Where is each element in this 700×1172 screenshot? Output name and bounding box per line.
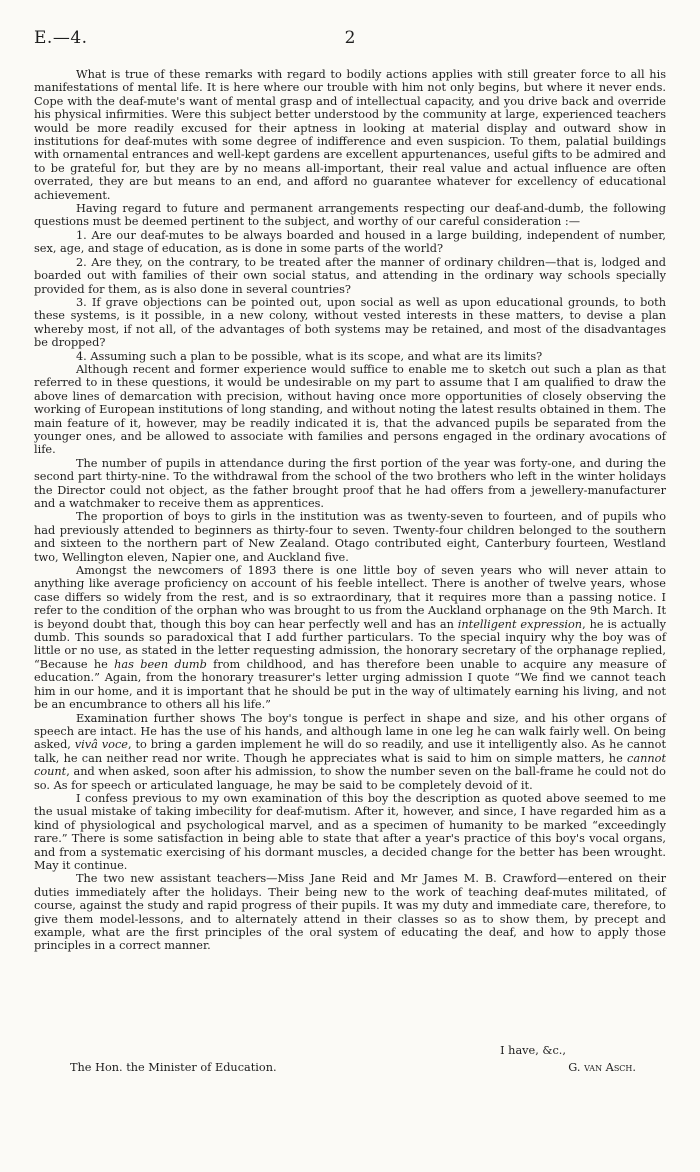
- page-header: [34, 28, 666, 52]
- paragraph-text: The two new assistant teachers—Miss Jane Reid and Mr James M. B. Crawford—entered on their duties immediately after the holidays. Their being new to the work of teaching deaf-mutes militated, of course, against the study and rapid progress of their pupils. It was my duty and immediate care, therefore, to give them model-lessons, and to alternately attend in their classes so as to show them, by precept and example, what are the first principles of the oral system of educating the deaf, and how to apply those principles in a correct manner.: [34, 872, 666, 953]
- parliamentary-paper-reference: E.—4.: [34, 28, 88, 48]
- paragraph-text: 4. Assuming such a plan to be possible, what is its scope, and what are its limits?: [76, 349, 543, 363]
- paragraph: [34, 296, 666, 350]
- paragraph-text: Although recent and former experience would suffice to enable me to sketch out such a plan as that referred to in these questions, it would be undesirable on my part to assume that I am qualified to draw the above lines of demarcation with precision, without having once more opportunities of closely observing the working of European institutions of long standing, and without noting the latest results obtained in them. The main feature of it, however, may be readily indicated it is, that the advanced pupils be separated from the younger ones, and be allowed to associate with families and persons engaged in the ordinary avocations of life.: [34, 362, 666, 457]
- paragraph: [34, 457, 666, 511]
- paragraph: [34, 712, 666, 792]
- italic-phrase: intelligent expression: [457, 617, 583, 631]
- page-number: 2: [344, 28, 356, 48]
- italic-phrase: vivâ voce: [74, 738, 128, 752]
- paragraph-text: What is true of these remarks with regard to bodily actions applies with still greater force to all his manifestations of mental life. It is here where our trouble with him not only begins, but where it never ends. Cope with the deaf-mute's want of mental grasp and of intellectual capacity, and you drive back and override his physical infirmities. Were this subject better understood by the community at large, experienced teachers would be more readily excused for their aptness in looking at material display and outward show in institutions for deaf-mutes with some degree of indifference and even suspicion. To them, palatial buildings with ornamental entrances and well-kept gardens are excellent appurtenances, useful gifts to be admired and to be grateful for, but they are by no means all-important, their real value and actual influence are often overrated, they are but means to an end, and afford no guarantee whatever for excellency of educational achievement.: [34, 68, 666, 202]
- paragraph-text: Amongst the newcomers of 1893 there is one little boy of seven years who will never attain to anything like average proficiency on account of his feeble intellect. There is another of twelve years, whose case differs so widely from the rest, and is so extraordinary, that it requires more than a passing notice. I refer to the condition of the orphan who was brought to us from the Auckland orphanage on the 9th March. It is beyond doubt that, though this boy can hear perfectly well and has an: [34, 564, 666, 631]
- paragraph: [34, 256, 666, 296]
- salutation: I have, &c.,: [500, 1044, 566, 1057]
- paragraph: [34, 350, 666, 363]
- paragraph-text: 2. Are they, on the contrary, to be treated after the manner of ordinary children—that is, lodged and boarded out with families of their own social status, and attending in the ordinary way schools specially provided for them, as is also done in several countries?: [34, 255, 666, 296]
- paragraph: [34, 363, 666, 457]
- paragraph-text: Examination further shows The boy's tongue is perfect in shape and size, and his other organs of speech are intact. He has the use of his hands, and although lame in one leg he can walk fairly well. On being asked,: [34, 711, 666, 752]
- paragraph: [34, 792, 666, 872]
- paragraph-text: , he is actually dumb. This sounds so paradoxical that I add further particulars. To the special inquiry why the boy was of little or no use, as stated in the letter requesting admission, the honorary secretary of the orphanage replied, “Because he: [34, 617, 666, 671]
- paragraph-text: , to bring a garden implement he will do so readily, and use it intelligently also. As he cannot talk, he can neither read nor write. Though he appreciates what is said to him on simple matters, he: [34, 738, 666, 765]
- italic-phrase: cannot count: [34, 751, 666, 779]
- italic-phrase: has been dumb: [114, 657, 207, 671]
- signature: G. van Asch.: [568, 1061, 636, 1074]
- paragraph: [34, 564, 666, 711]
- paragraph-text: Having regard to future and permanent arrangements respecting our deaf-and-dumb, the following questions must be deemed pertinent to the subject, and worthy of our careful consideration :—: [34, 202, 666, 229]
- addressee: The Hon. the Minister of Education.: [70, 1061, 277, 1074]
- paragraph-text: The proportion of boys to girls in the institution was as twenty-seven to fourteen, and of pupils who had previously attended to beginners as thirty-four to seven. Twenty-four children belonged to the southern and sixteen to the northern part of New Zealand. Otago contributed eight, Canterbury fourteen, Westland two, Wellington eleven, Napier one, and Auckland five.: [34, 510, 666, 564]
- letter-closing: [34, 1043, 666, 1076]
- paragraph-text: , and when asked, soon after his admission, to show the number seven on the ball-frame he could not do so. As for speech or articulated language, he may be said to be completely devoid of it.: [34, 765, 666, 792]
- closing-line: [34, 1060, 666, 1076]
- paragraph-text: I confess previous to my own examination of this boy the description as quoted above seemed to me the usual mistake of taking imbecility for deaf-mutism. After it, however, and since, I have regarded him as a kind of physiological and psychological marvel, and as a specimen of humanity to be marked “exceedingly rare.” There is some satisfaction in being able to state that after a year's practice of this boy's vocal organs, and from a systematic exercising of his dormant muscles, a decided change for the better has been wrought. May it continue.: [34, 791, 666, 872]
- paragraph-text: The number of pupils in attendance during the first portion of the year was forty-one, and during the second part thirty-nine. To the withdrawal from the school of the two brothers who left in the winter holidays the Director could not object, as the father brought proof that he had offers from a jewellery-manufacturer and a watchmaker to receive them as apprentices.: [34, 456, 666, 510]
- paragraph: [34, 202, 666, 229]
- paragraph: [34, 510, 666, 564]
- paragraph-text: 3. If grave objections can be pointed out, upon social as well as upon educational grounds, to both these systems, is it possible, in a new colony, without vested interests in these matters, to devise a plan whereby most, if not all, of the advantages of both systems may be retained, and most of the disadvantages be dropped?: [34, 295, 666, 350]
- paragraph-text: from childhood, and has therefore been unable to acquire any measure of education.” Again, from the honorary treasurer's letter urging admission I quote “We find we cannot teach him in our home, and it is important that he should be put in the way of ultimately earning his living, and not be an encumbrance to others all his life.”: [34, 657, 666, 712]
- paragraph: [34, 229, 666, 256]
- paragraph: [34, 872, 666, 952]
- paragraph-text: 1. Are our deaf-mutes to be always boarded and housed in a large building, independent of number, sex, age, and stage of education, as is done in some parts of the world?: [34, 228, 666, 256]
- report-body: [34, 68, 666, 953]
- paragraph: [34, 68, 666, 202]
